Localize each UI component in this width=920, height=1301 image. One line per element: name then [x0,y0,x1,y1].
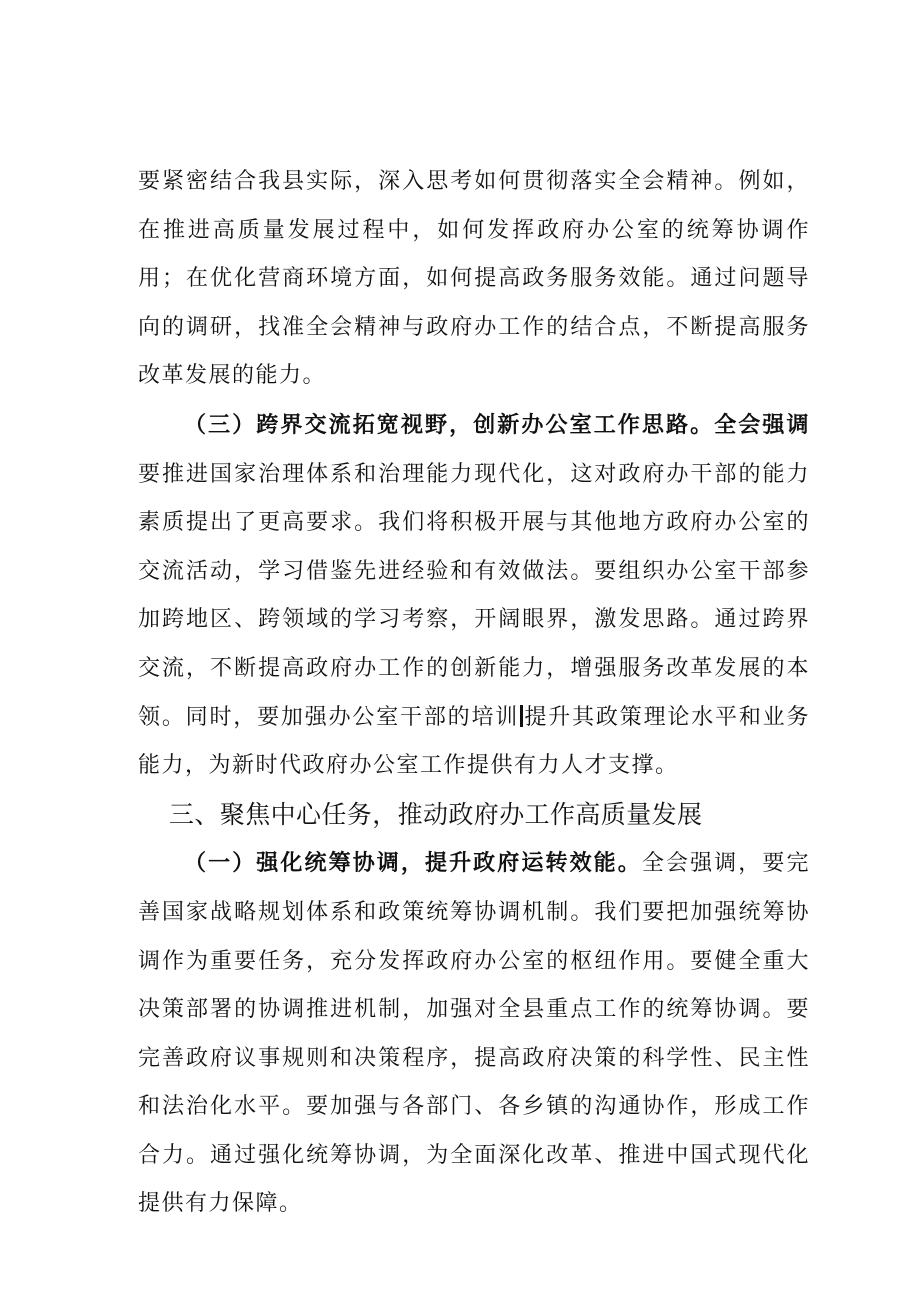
section-heading: 三、聚焦中心任务，推动政府办工作高质量发展 [169,799,703,829]
subsection-lead-heading: （三）跨界交流拓宽视野，创新办公室工作思路。全会强调 [184,411,810,438]
paragraph-continuation [138,158,810,401]
text-cursor-mark [520,705,523,727]
paragraph-text: 要推进国家治理体系和治理能力现代化，这对政府办干部的能力素质提出了更高要求。我们将积极开展与其他地方政府办公室的交流活动，学习借鉴先进经验和有效做法。要组织办公室干部参加跨地区、跨领域的学习考察，开阔眼界，激发思路。通过跨界交流，不断提高政府办工作的创新能力，增强服务改革发展的本领。同时，要加强办公室干部的培训 [138,461,810,730]
paragraph-text: 提升其政策理论水平和业务能力，为新时代政府办公室工作提供有力人才支撑。 [138,704,810,779]
document-page [138,158,810,1229]
paragraph-cross-border-exchange [138,401,810,791]
paragraph-text: 全会强调，要完善国家战略规划体系和政策统筹协调机制。我们要把加强统筹协调作为重要任务，充分发挥政府办公室的枢纽作用。要健全重大决策部署的协调推进机制，加强对全县重点工作的统筹协调。要完善政府议事规则和决策程序，提高政府决策的科学性、民主性和法治化水平。要加强与各部门、各乡镇的沟通协作，形成工作合力。通过强化统筹协调，为全面深化改革、推进中国式现代化提供有力保障。 [138,851,810,1217]
paragraph-coordination [138,839,810,1229]
subsection-lead-heading: （一）强化统筹协调，提升政府运转效能。 [184,850,642,877]
paragraph-text: 要紧密结合我县实际，深入思考如何贯彻落实全会精神。例如，在推进高质量发展过程中，如何发挥政府办公室的统筹协调作用；在优化营商环境方面，如何提高政务服务效能。通过问题导向的调研，找准全会精神与政府办工作的结合点，不断提高服务改革发展的能力。 [138,169,810,389]
